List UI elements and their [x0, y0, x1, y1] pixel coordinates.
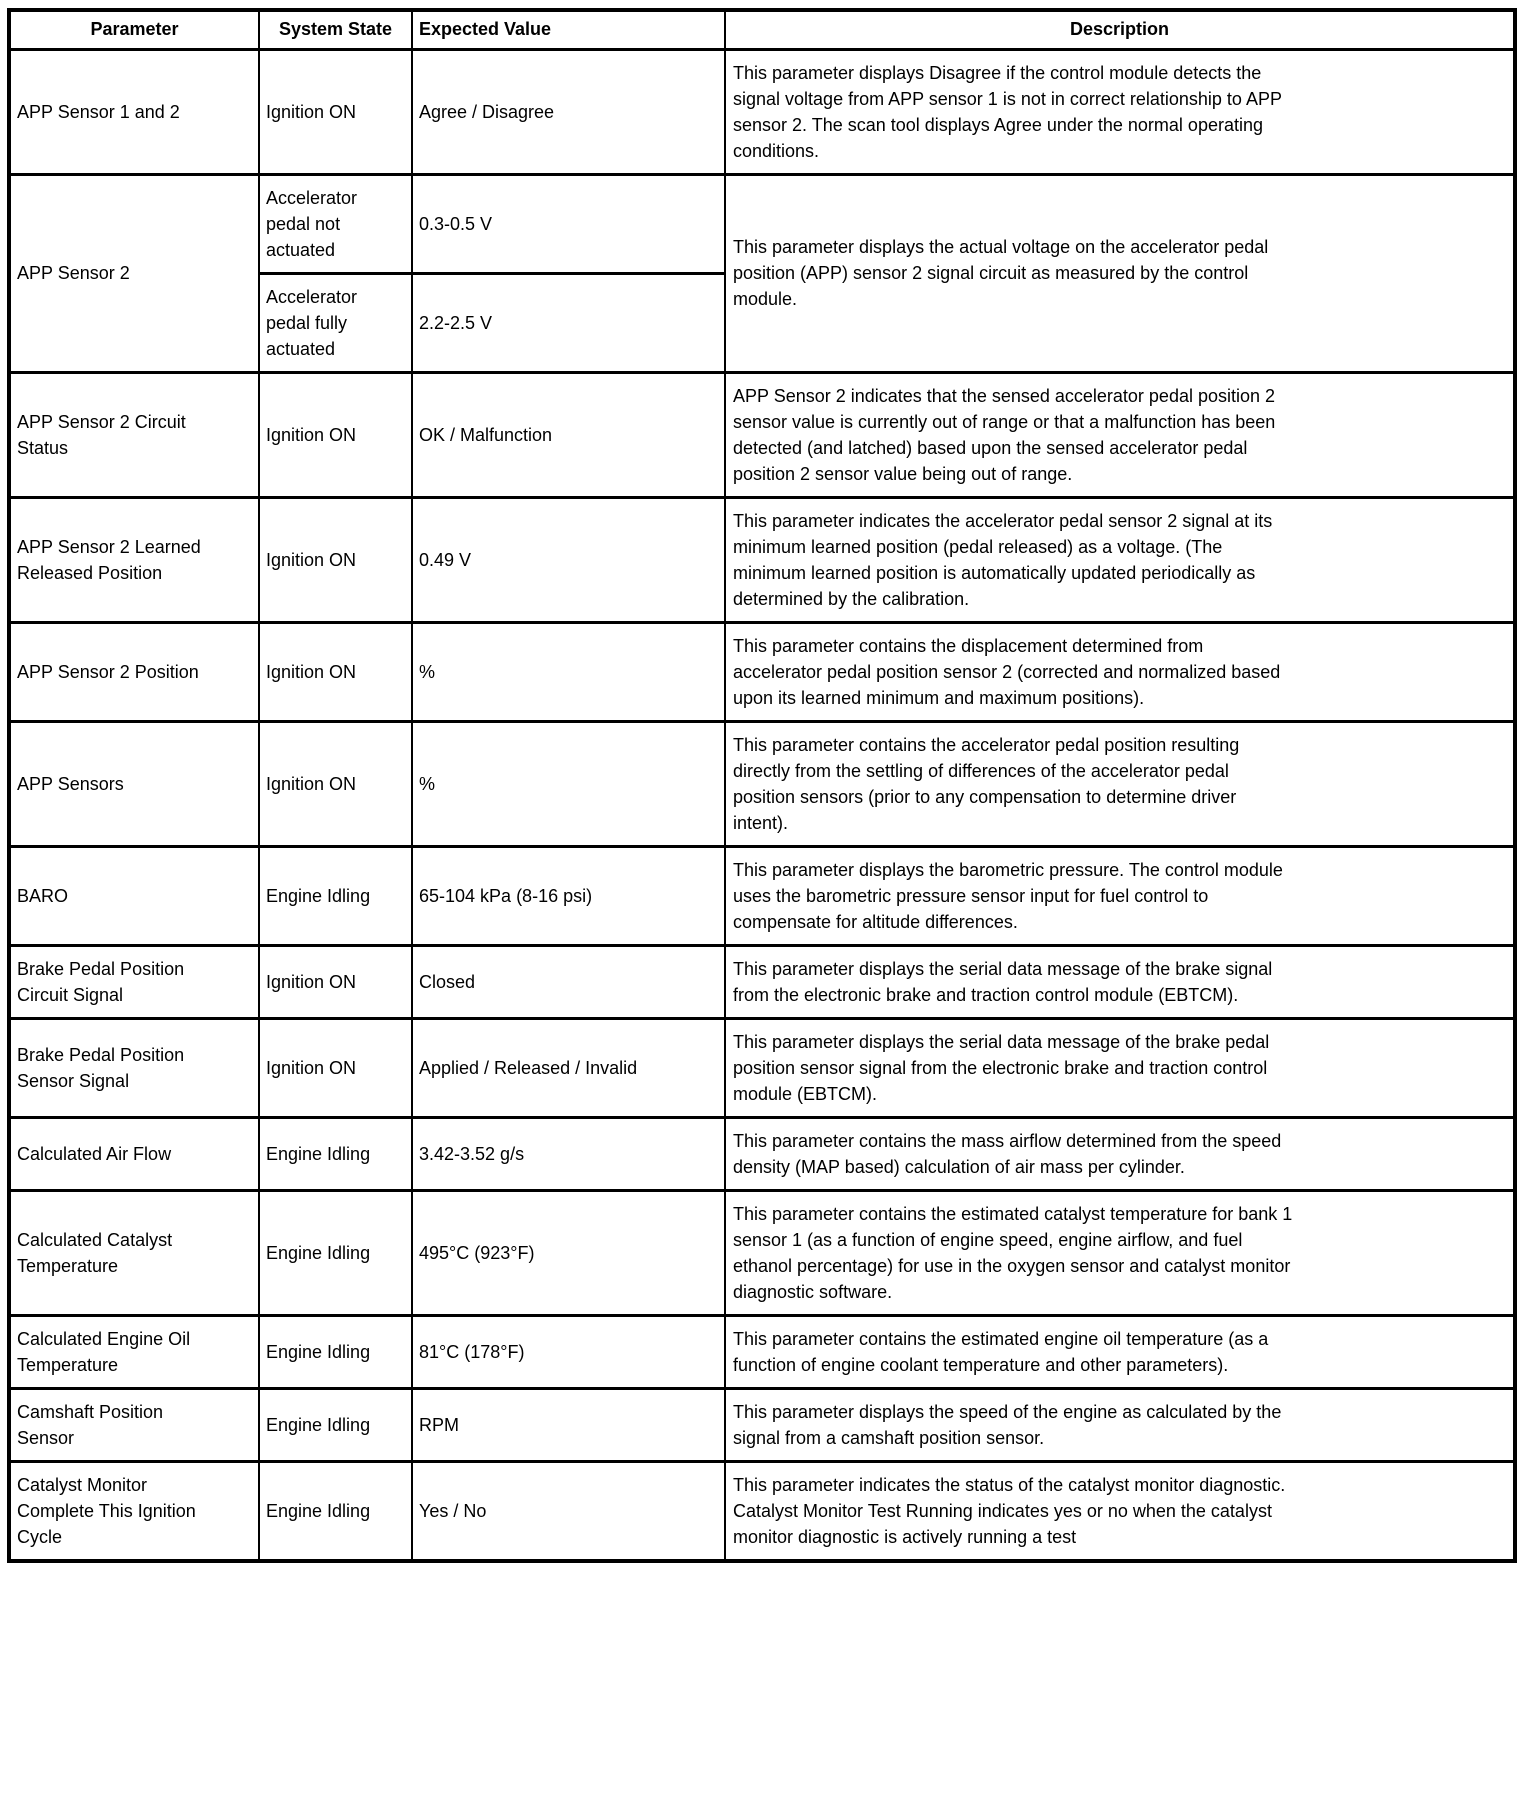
system-state-cell: Accelerator pedal fully actuated	[259, 273, 412, 372]
system-state-cell: Engine Idling	[259, 1117, 412, 1190]
system-state-cell: Ignition ON	[259, 497, 412, 622]
parameter-cell: Brake Pedal Position Circuit Signal	[9, 945, 259, 1018]
description-cell: This parameter displays the speed of the engine as calculated by the signal from a camshaft position sensor.	[725, 1388, 1515, 1461]
system-state-cell: Engine Idling	[259, 1461, 412, 1561]
expected-value-cell: 3.42-3.52 g/s	[412, 1117, 725, 1190]
expected-value-cell: 65-104 kPa (8-16 psi)	[412, 846, 725, 945]
column-header-expected-value: Expected Value	[412, 10, 725, 49]
system-state-cell: Ignition ON	[259, 945, 412, 1018]
table-row	[9, 1018, 1515, 1117]
table-row	[9, 846, 1515, 945]
expected-value-cell: Agree / Disagree	[412, 49, 725, 174]
expected-value-cell: 0.49 V	[412, 497, 725, 622]
column-header-parameter: Parameter	[9, 10, 259, 49]
system-state-cell: Accelerator pedal not actuated	[259, 174, 412, 273]
description-cell: This parameter displays the barometric pressure. The control module uses the barometric pressure sensor input for fuel control to compensate for altitude differences.	[725, 846, 1515, 945]
parameter-cell: APP Sensor 2 Position	[9, 622, 259, 721]
table-row	[9, 49, 1515, 174]
description-cell: This parameter displays the actual voltage on the accelerator pedal position (APP) sensor 2 signal circuit as measured by the control module.	[725, 174, 1515, 372]
table-row	[9, 945, 1515, 1018]
parameter-cell: Calculated Air Flow	[9, 1117, 259, 1190]
table-row	[9, 1388, 1515, 1461]
expected-value-cell: %	[412, 721, 725, 846]
parameter-cell: APP Sensor 2	[9, 174, 259, 372]
system-state-cell: Engine Idling	[259, 1315, 412, 1388]
column-header-system-state: System State	[259, 10, 412, 49]
description-cell: This parameter displays the serial data message of the brake pedal position sensor signal from the electronic brake and traction control module (EBTCM).	[725, 1018, 1515, 1117]
description-cell: This parameter contains the mass airflow determined from the speed density (MAP based) calculation of air mass per cylinder.	[725, 1117, 1515, 1190]
description-cell: This parameter displays Disagree if the control module detects the signal voltage from APP sensor 1 is not in correct relationship to APP sensor 2. The scan tool displays Agree under the normal operating conditions.	[725, 49, 1515, 174]
expected-value-cell: %	[412, 622, 725, 721]
expected-value-cell: 81°C (178°F)	[412, 1315, 725, 1388]
parameter-cell: APP Sensor 2 Circuit Status	[9, 372, 259, 497]
system-state-cell: Ignition ON	[259, 622, 412, 721]
table-body	[9, 49, 1515, 1561]
description-cell: This parameter displays the serial data message of the brake signal from the electronic brake and traction control module (EBTCM).	[725, 945, 1515, 1018]
table-row	[9, 721, 1515, 846]
expected-value-cell: Closed	[412, 945, 725, 1018]
table-row	[9, 1117, 1515, 1190]
parameter-cell: Brake Pedal Position Sensor Signal	[9, 1018, 259, 1117]
system-state-cell: Engine Idling	[259, 1190, 412, 1315]
system-state-cell: Engine Idling	[259, 1388, 412, 1461]
description-cell: This parameter contains the displacement determined from accelerator pedal position sensor 2 (corrected and normalized based upon its learned minimum and maximum positions).	[725, 622, 1515, 721]
table-row	[9, 372, 1515, 497]
parameter-cell: Camshaft Position Sensor	[9, 1388, 259, 1461]
table-row	[9, 497, 1515, 622]
system-state-cell: Ignition ON	[259, 1018, 412, 1117]
table-row	[9, 1461, 1515, 1561]
expected-value-cell: Applied / Released / Invalid	[412, 1018, 725, 1117]
description-cell: This parameter contains the estimated engine oil temperature (as a function of engine coolant temperature and other parameters).	[725, 1315, 1515, 1388]
system-state-cell: Ignition ON	[259, 49, 412, 174]
description-cell: This parameter indicates the accelerator pedal sensor 2 signal at its minimum learned position (pedal released) as a voltage. (The minimum learned position is automatically updated periodically as determined by the calibration.	[725, 497, 1515, 622]
parameter-cell: Calculated Catalyst Temperature	[9, 1190, 259, 1315]
description-cell: This parameter indicates the status of the catalyst monitor diagnostic. Catalyst Monitor Test Running indicates yes or no when the catalyst monitor diagnostic is actively running a test	[725, 1461, 1515, 1561]
expected-value-cell: 2.2-2.5 V	[412, 273, 725, 372]
parameter-cell: Catalyst Monitor Complete This Ignition Cycle	[9, 1461, 259, 1561]
scan-tool-parameter-table	[7, 8, 1517, 1563]
description-cell: This parameter contains the estimated catalyst temperature for bank 1 sensor 1 (as a function of engine speed, engine airflow, and fuel ethanol percentage) for use in the oxygen sensor and catalyst monitor diagnostic software.	[725, 1190, 1515, 1315]
table-row	[9, 622, 1515, 721]
expected-value-cell: 495°C (923°F)	[412, 1190, 725, 1315]
expected-value-cell: RPM	[412, 1388, 725, 1461]
column-header-description: Description	[725, 10, 1515, 49]
expected-value-cell: 0.3-0.5 V	[412, 174, 725, 273]
description-cell: APP Sensor 2 indicates that the sensed accelerator pedal position 2 sensor value is currently out of range or that a malfunction has been detected (and latched) based upon the sensed accelerator pedal position 2 sensor value being out of range.	[725, 372, 1515, 497]
table-row	[9, 1315, 1515, 1388]
table-header	[9, 10, 1515, 49]
parameter-cell: APP Sensor 2 Learned Released Position	[9, 497, 259, 622]
expected-value-cell: OK / Malfunction	[412, 372, 725, 497]
expected-value-cell: Yes / No	[412, 1461, 725, 1561]
table-row	[9, 1190, 1515, 1315]
description-cell: This parameter contains the accelerator pedal position resulting directly from the settling of differences of the accelerator pedal position sensors (prior to any compensation to determine driver intent).	[725, 721, 1515, 846]
parameter-cell: Calculated Engine Oil Temperature	[9, 1315, 259, 1388]
system-state-cell: Ignition ON	[259, 721, 412, 846]
table-row	[9, 174, 1515, 273]
parameter-cell: APP Sensors	[9, 721, 259, 846]
system-state-cell: Engine Idling	[259, 846, 412, 945]
header-row	[9, 10, 1515, 49]
parameter-cell: BARO	[9, 846, 259, 945]
system-state-cell: Ignition ON	[259, 372, 412, 497]
parameter-cell: APP Sensor 1 and 2	[9, 49, 259, 174]
